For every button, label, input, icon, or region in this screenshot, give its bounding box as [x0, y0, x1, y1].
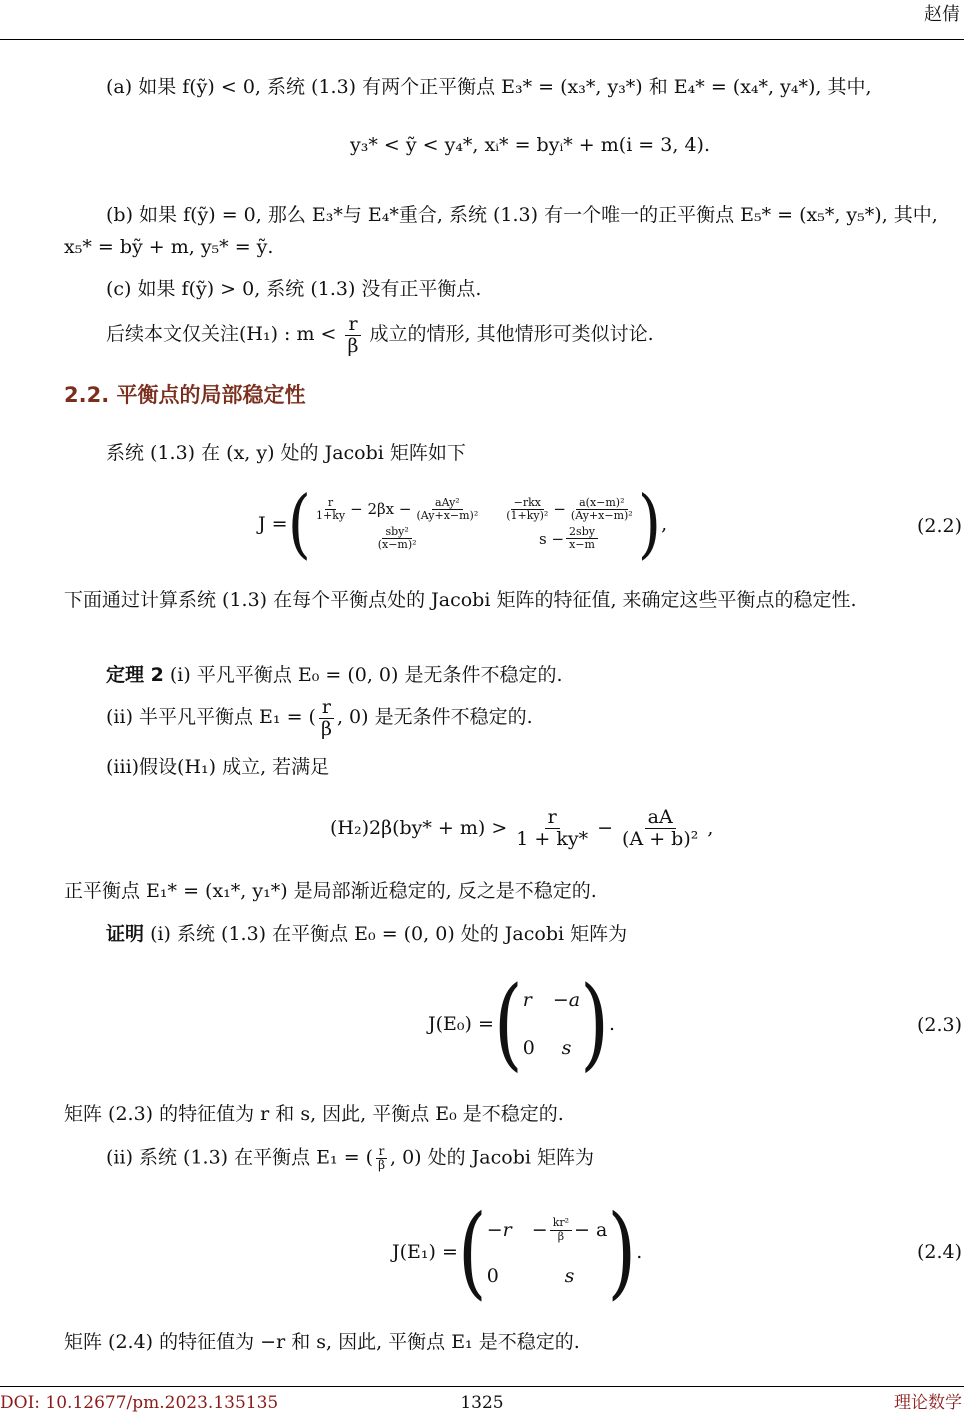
theorem-2-i: [106, 663, 563, 687]
thm-ii-fraction: $\frac{r}{\beta}$: [318, 697, 335, 740]
eq22-a12: $\frac{\text{−rkx}}{\text{(1+ky)²}}$ − $\frac{\text{a(x−m)²}}{\text{(Ay+x−m)²}}$: [506, 495, 633, 522]
theorem-iii-tail: 正平衡点 E₁* = (x₁*, y₁*) 是局部渐近稳定的, 反之是不稳定的.: [64, 880, 597, 902]
thm-ii-prefix: (ii) 半平凡平衡点 E₁ = (: [106, 706, 316, 728]
eq23-label: J(E₀) =: [428, 1013, 494, 1035]
focus-suffix: 成立的情形, 其他情形可类似讨论.: [369, 323, 654, 345]
eq23-matrix: r −a 0 s: [522, 989, 581, 1059]
focus-h1-line: [106, 310, 654, 358]
eq22-a11: $\frac{r}{1+ky}$ − 2βx − $\frac{\text{aAy²}}{\text{(Ay+x−m)²}}$: [316, 495, 479, 522]
proof-label: 证明: [106, 923, 145, 945]
case-c: (c) 如果 f(ỹ) > 0, 系统 (1.3) 没有正平衡点.: [106, 278, 482, 300]
case-a-intro: (a) 如果 f(ỹ) < 0, 系统 (1.3) 有两个正平衡点 E₃* = (x₃*, y₃*) 和 E₄* = (x₄*, y₄*), 其中,: [106, 76, 872, 98]
eq22-label: J =: [258, 513, 288, 535]
case-b-line2: x₅* = bỹ + m, y₅* = ỹ.: [64, 236, 274, 258]
eq22-left-paren: (: [287, 480, 311, 568]
focus-den: β: [347, 334, 359, 357]
eq24-tail: 矩阵 (2.4) 的特征值为 −r 和 s, 因此, 平衡点 E₁ 是不稳定的.: [64, 1331, 580, 1353]
header-rule: [0, 39, 964, 40]
case-b-line1: (b) 如果 f(ỹ) = 0, 那么 E₃*与 E₄*重合, 系统 (1.3) 有一个唯一的正平衡点 E₅* = (x₅*, y₅*), 其中,: [106, 204, 938, 226]
eq23-number: (2.3): [916, 1014, 962, 1036]
eq24-matrix: −r − $\frac{\text{kr²}}{\beta}$ − a 0 s: [486, 1216, 608, 1287]
focus-num: r: [345, 314, 360, 336]
equation-2-2: J = ( $\frac{r}{1+ky}$ − 2βx − $\frac{\text{aAy²}}{\text{(Ay+x−m)²}}$ $\frac{\text{−rkx}}{\text{(1+ky)²}}$ − $\frac{\text{a(x−m)²}}{\text{(Ay+x−m)²}}$ $\frac{\text{sby²}}{\text{(x−m)²}}$ s − $\frac{\text{2sby}}{x-m}$ ) ,: [258, 480, 668, 568]
eq24-number: (2.4): [916, 1241, 962, 1263]
theorem-i-text: (i) 平凡平衡点 E₀ = (0, 0) 是无条件不稳定的.: [169, 664, 563, 686]
case-a-equation: y₃* < ỹ < y₄*, xᵢ* = byᵢ* + m(i = 3, 4).: [350, 134, 710, 156]
proof-i: [106, 922, 627, 946]
footer-rule: [0, 1386, 964, 1387]
h2-frac2: $\frac{aA}{\text{(A + b)²}}$: [622, 805, 699, 850]
eq22-right-paren: ): [637, 480, 662, 568]
focus-fraction: [345, 314, 362, 357]
theorem-label: 定理 2: [106, 664, 164, 686]
eq22-matrix: [311, 497, 638, 551]
page-number: 1325: [460, 1393, 504, 1413]
h2-frac1: $\frac{r}{1 + ky*}$: [516, 805, 589, 850]
eq22-a22: s − $\frac{\text{2sby}}{x-m}$: [501, 526, 637, 551]
eigen-sentence: 下面通过计算系统 (1.3) 在每个平衡点处的 Jacobi 矩阵的特征值, 来确定这些平衡点的稳定性.: [64, 589, 857, 611]
h2-prefix: (H₂)2β(by* + m) >: [330, 817, 508, 839]
eq24-label: J(E₁) =: [392, 1241, 458, 1263]
theorem-2-iii: (iii)假设(H₁) 成立, 若满足: [106, 756, 330, 778]
proof-i-text: (i) 系统 (1.3) 在平衡点 E₀ = (0, 0) 处的 Jacobi 矩阵为: [150, 923, 628, 945]
eq22-a21: $\frac{\text{sby²}}{\text{(x−m)²}}$: [377, 525, 417, 552]
equation-2-3: J(E₀) = ( r −a 0 s ) .: [428, 965, 616, 1083]
eq22-number: (2.2): [916, 515, 962, 537]
jacobi-intro: 系统 (1.3) 在 (x, y) 处的 Jacobi 矩阵如下: [106, 442, 466, 464]
h2-minus: −: [597, 817, 614, 839]
h2-condition: (H₂)2β(by* + m) > $\frac{r}{1 + ky*}$ − $\frac{aA}{\text{(A + b)²}}$ ,: [330, 805, 714, 850]
thm-ii-suffix: , 0) 是无条件不稳定的.: [336, 706, 533, 728]
eq23-tail: 矩阵 (2.3) 的特征值为 r 和 s, 因此, 平衡点 E₀ 是不稳定的.: [64, 1103, 564, 1125]
proof-ii: (ii) 系统 (1.3) 在平衡点 E₁ = ( $\frac{r}{\beta}$ , 0) 处的 Jacobi 矩阵为: [106, 1144, 594, 1173]
focus-prefix: 后续本文仅关注(H₁) : m <: [106, 323, 337, 345]
section-title: 2.2. 平衡点的局部稳定性: [64, 383, 306, 407]
journal-name: 理论数学: [894, 1393, 962, 1413]
theorem-2-ii: [106, 693, 533, 741]
doi-link[interactable]: DOI: 10.12677/pm.2023.135135: [0, 1393, 279, 1413]
running-header-author: 赵倩: [924, 4, 960, 25]
equation-2-4: J(E₁) = ( −r − $\frac{\text{kr²}}{\beta}$ − a 0 s ) .: [392, 1193, 643, 1311]
